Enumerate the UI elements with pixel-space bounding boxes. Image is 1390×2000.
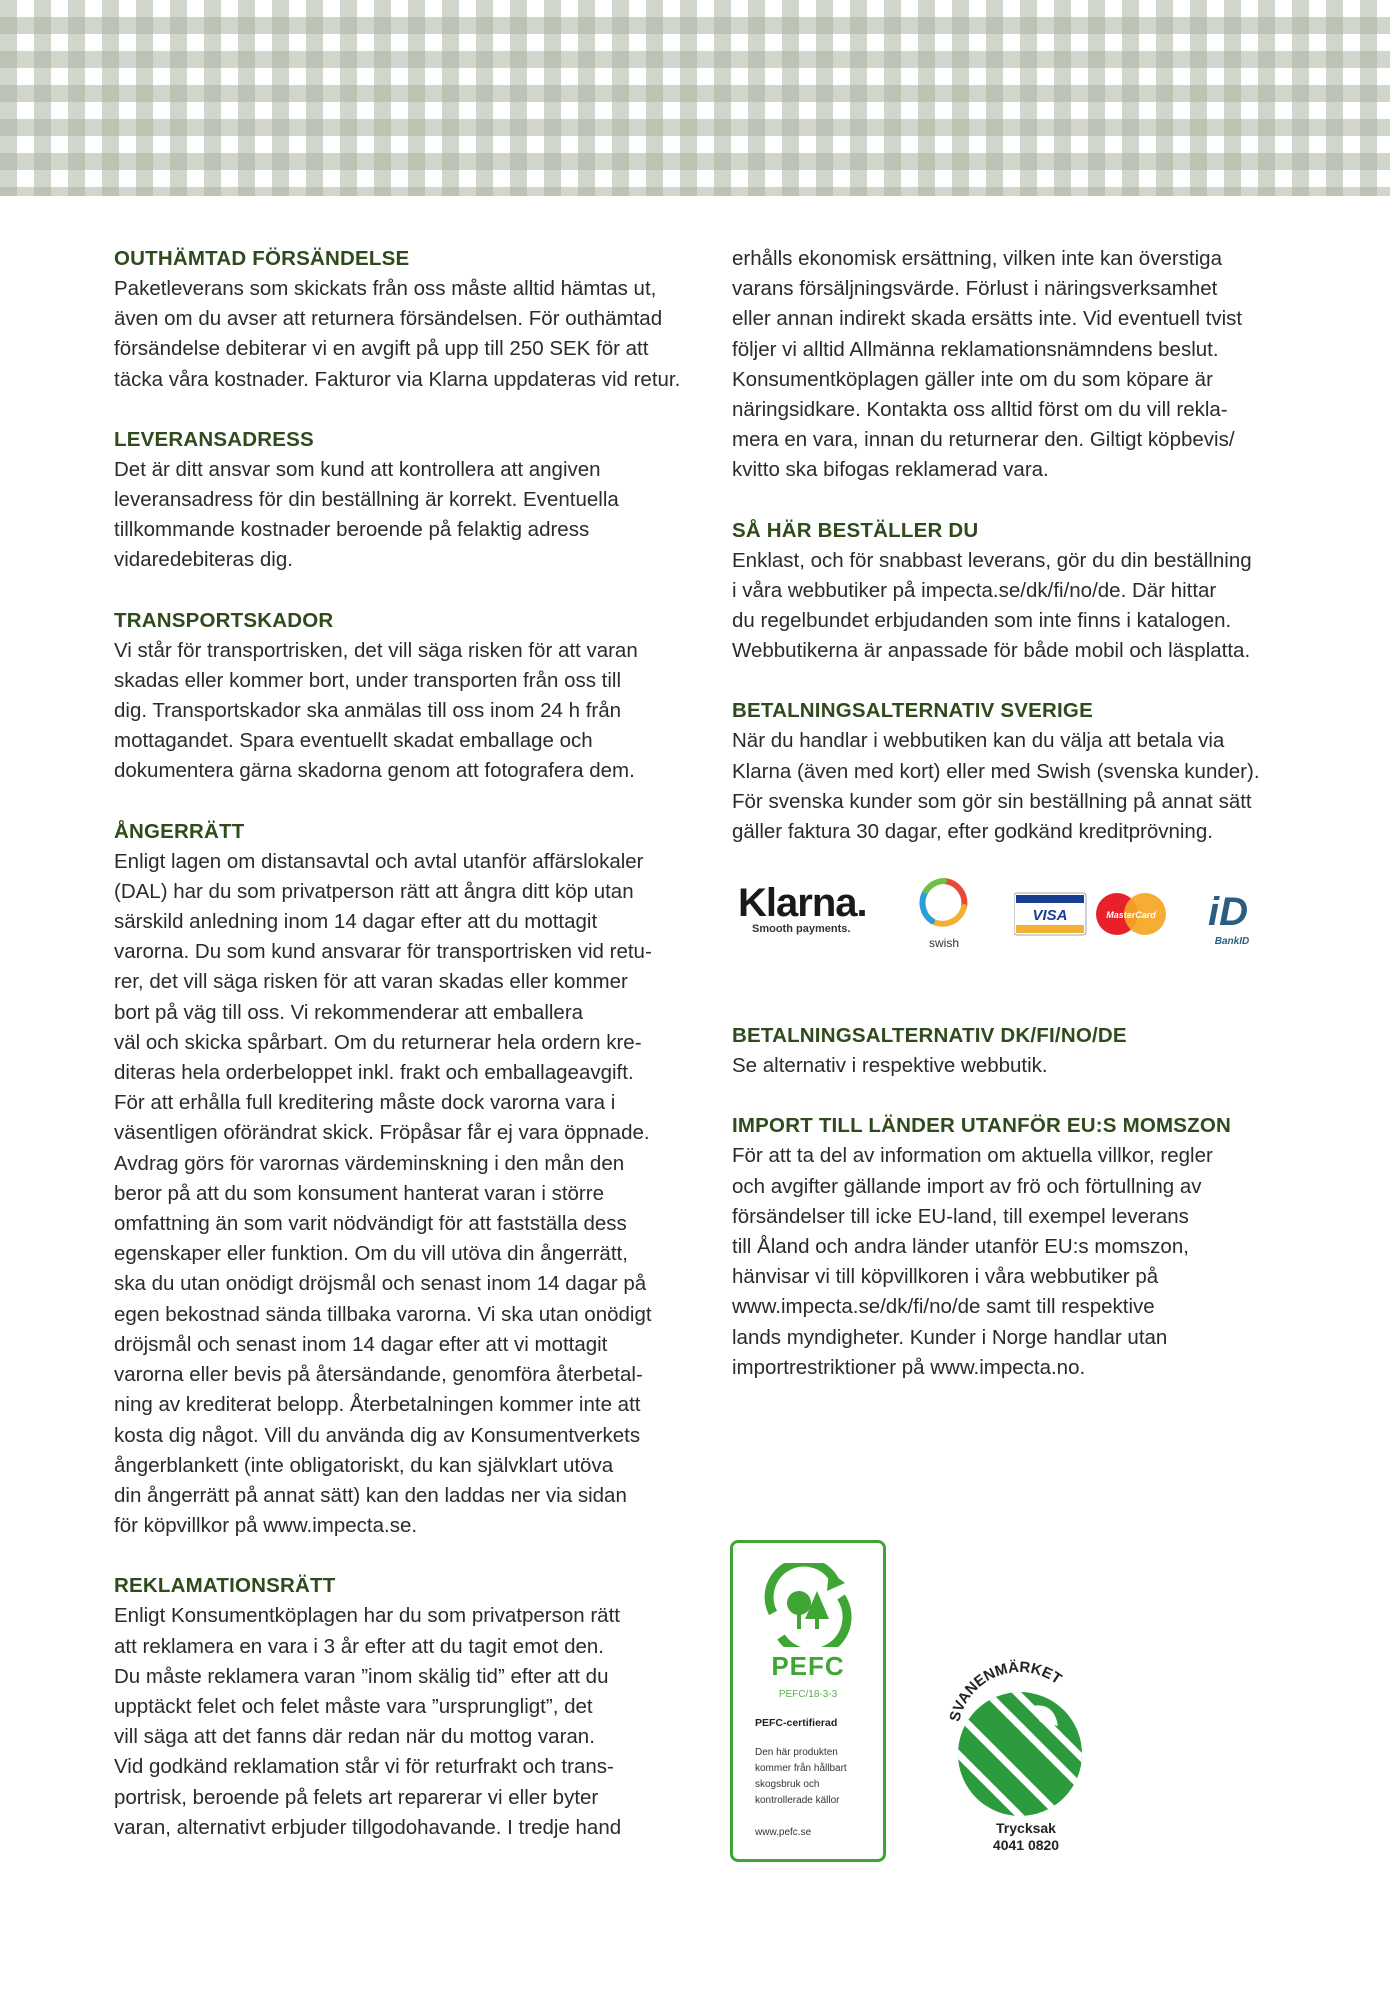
pefc-tree-icon bbox=[759, 1563, 855, 1647]
body-line: dröjsmål och senast inom 14 dagar efter att vi mottagit bbox=[114, 1332, 608, 1356]
body-line: Vid godkänd reklamation står vi för returfrakt och trans- bbox=[114, 1755, 614, 1779]
body-line: portrisk, beroende på felets art reparerar vi eller byter bbox=[114, 1785, 599, 1809]
body-line: varorna. Du som kund ansvarar för transportrisken vid retu- bbox=[114, 940, 652, 964]
text-section bbox=[114, 244, 714, 395]
swish-logo bbox=[918, 877, 970, 950]
body-line: lands myndigheter. Kunder i Norge handlar utan bbox=[732, 1325, 1168, 1349]
body-line: skadas eller kommer bort, under transporten från oss till bbox=[114, 668, 622, 692]
payment-logos bbox=[732, 877, 1312, 973]
pefc-description-line: kontrollerade källor bbox=[755, 1795, 840, 1806]
body-line: tillkommande kostnader beroende på felaktig adress bbox=[114, 518, 590, 542]
pefc-url: www.pefc.se bbox=[755, 1827, 812, 1838]
mastercard-text: MasterCard bbox=[1106, 910, 1156, 921]
svanen-license-number: 4041 0820 bbox=[992, 1837, 1060, 1853]
section-body bbox=[114, 1601, 714, 1843]
section-body bbox=[114, 636, 714, 787]
body-line: importrestriktioner på www.impecta.no. bbox=[732, 1355, 1086, 1379]
body-line: Det är ditt ansvar som kund att kontrollera att angiven bbox=[114, 457, 601, 481]
body-line: www.impecta.se/dk/fi/no/de samt till respektive bbox=[732, 1295, 1155, 1319]
text-section bbox=[732, 244, 1312, 486]
visa-text: VISA bbox=[1032, 907, 1068, 925]
body-line: till Åland och andra länder utanför EU:s momszon, bbox=[732, 1235, 1189, 1259]
section-heading: SÅ HÄR BESTÄLLER DU bbox=[732, 518, 979, 542]
visa-mastercard-logos bbox=[1014, 889, 1174, 939]
section-heading: BETALNINGSALTERNATIV DK/FI/NO/DE bbox=[732, 1024, 1127, 1048]
svanen-arc-text: SVANENMÄRKET bbox=[946, 1658, 1065, 1724]
bankid-logo bbox=[1204, 887, 1260, 947]
pefc-description-line: kommer från hållbart bbox=[755, 1763, 847, 1774]
body-line: följer vi alltid Allmänna reklamationsnämndens beslut. bbox=[732, 337, 1219, 361]
pefc-description-line: skogsbruk och bbox=[755, 1779, 820, 1790]
text-section bbox=[732, 1111, 1312, 1383]
bankid-icon bbox=[1204, 887, 1260, 931]
text-section bbox=[114, 425, 714, 576]
body-line: dig. Transportskador ska anmälas till oss inom 24 h från bbox=[114, 699, 622, 723]
section-body bbox=[732, 1141, 1312, 1383]
body-line: eller annan indirekt skada ersätts inte. Vid eventuell tvist bbox=[732, 307, 1243, 331]
body-line: din ångerrätt på annat sätt) kan den laddas ner via sidan bbox=[114, 1483, 627, 1507]
swan-ecolabel-icon bbox=[936, 1642, 1096, 1818]
body-line: Enligt Konsumentköplagen har du som privatperson rätt bbox=[114, 1604, 620, 1628]
section-heading: LEVERANSADRESS bbox=[114, 427, 314, 451]
body-line: ning av krediterat belopp. Återbetalningen kommer inte att bbox=[114, 1393, 641, 1417]
body-line: För att erhålla full kreditering måste dock varorna vara i bbox=[114, 1091, 616, 1115]
body-line: i våra webbutiker på impecta.se/dk/fi/no/de. Där hittar bbox=[732, 578, 1217, 602]
body-line: att reklamera en vara i 3 år efter att du tagit emot den. bbox=[114, 1634, 604, 1658]
body-line: försändelse debiterar vi en avgift på upp till 250 SEK för att bbox=[114, 337, 649, 361]
right-column bbox=[732, 244, 1312, 1413]
body-line: du regelbundet erbjudanden som inte finns i katalogen. bbox=[732, 609, 1232, 633]
body-line: ska du utan onödigt dröjsmål och senast inom 14 dagar på bbox=[114, 1272, 647, 1296]
body-line: (DAL) har du som privatperson rätt att ångra ditt köp utan bbox=[114, 879, 634, 903]
body-line: varan, alternativt erbjuder tillgodohavande. I tredje hand bbox=[114, 1815, 622, 1839]
body-line: väl och skicka spårbart. Om du returnerar hela ordern kre- bbox=[114, 1030, 642, 1054]
body-line: varans försäljningsvärde. Förlust i näringsverksamhet bbox=[732, 277, 1218, 301]
section-body bbox=[114, 274, 714, 395]
svanen-label-line1: Trycksak bbox=[996, 1820, 1056, 1836]
text-section bbox=[114, 1571, 714, 1843]
body-line: beror på att du som konsument hanterat varan i större bbox=[114, 1181, 604, 1205]
section-body bbox=[732, 726, 1312, 847]
pefc-description-line: Den här produkten bbox=[755, 1747, 838, 1758]
swish-text: swish bbox=[928, 936, 959, 951]
body-line: För svenska kunder som gör sin beställning på annat sätt bbox=[732, 789, 1252, 813]
body-line: omfattning än som varit nödvändigt för att fastställa dess bbox=[114, 1212, 627, 1236]
svanen-label bbox=[976, 1820, 1076, 1854]
body-line: varorna eller bevis på återsändande, genomföra återbetal- bbox=[114, 1363, 643, 1387]
svg-text:iD: iD bbox=[1208, 890, 1248, 932]
pefc-certified-text: PEFC-certifierad bbox=[755, 1717, 838, 1729]
section-heading: OUTHÄMTAD FÖRSÄNDELSE bbox=[114, 247, 410, 270]
bankid-text: BankID bbox=[1214, 936, 1250, 948]
section-heading: TRANSPORTSKADOR bbox=[114, 608, 334, 632]
body-line: upptäckt felet och felet måste vara ”ursprungligt”, det bbox=[114, 1694, 593, 1718]
section-heading: ÅNGERRÄTT bbox=[114, 819, 245, 843]
svanen-ecolabel bbox=[936, 1642, 1086, 1853]
body-line: täcka våra kostnader. Fakturor via Klarna uppdateras vid retur. bbox=[114, 367, 681, 391]
body-line: näringsidkare. Kontakta oss alltid först om du vill rekla- bbox=[732, 398, 1228, 422]
body-line: Klarna (även med kort) eller med Swish (svenska kunder). bbox=[732, 759, 1260, 783]
body-line: Avdrag görs för varornas värdeminskning i den mån den bbox=[114, 1151, 625, 1175]
text-section bbox=[732, 1021, 1312, 1081]
text-section bbox=[732, 516, 1312, 667]
body-line: kosta dig något. Vill du använda dig av Konsumentverkets bbox=[114, 1423, 641, 1447]
body-line: gäller faktura 30 dagar, efter godkänd kreditprövning. bbox=[732, 820, 1213, 844]
body-line: mera en vara, innan du returnerar den. Giltigt köpbevis/ bbox=[732, 428, 1235, 452]
text-section bbox=[732, 696, 1312, 847]
body-line: hänvisar vi till köpvillkoren i våra webbutiker på bbox=[732, 1265, 1159, 1289]
body-line: diteras hela orderbeloppet inkl. frakt och emballageavgift. bbox=[114, 1061, 634, 1085]
body-line: Webbutikerna är anpassade för både mobil och läsplatta. bbox=[732, 639, 1251, 663]
body-line: Paketleverans som skickats från oss måste alltid hämtas ut, bbox=[114, 277, 657, 300]
body-line: särskild anledning inom 14 dagar efter att du mottagit bbox=[114, 910, 598, 934]
body-line: När du handlar i webbutiken kan du välja att betala via bbox=[732, 729, 1225, 753]
section-body bbox=[732, 1051, 1312, 1081]
body-line: erhålls ekonomisk ersättning, vilken inte kan överstiga bbox=[732, 247, 1222, 270]
klarna-tagline: Smooth payments. bbox=[752, 923, 851, 936]
body-line: och avgifter gällande import av frö och förtullning av bbox=[732, 1174, 1202, 1198]
gingham-header-pattern bbox=[0, 0, 1390, 196]
section-body bbox=[732, 244, 1312, 486]
body-line: Vi står för transportrisken, det vill säga risken för att varan bbox=[114, 638, 638, 662]
swish-icon bbox=[918, 877, 970, 929]
section-heading: REKLAMATIONSRÄTT bbox=[114, 1574, 336, 1598]
klarna-wordmark: Klarna. bbox=[738, 881, 867, 926]
klarna-logo bbox=[738, 883, 867, 935]
pefc-code: PEFC/18-3-3 bbox=[778, 1689, 838, 1700]
section-body bbox=[114, 847, 714, 1542]
body-line: kvitto ska bifogas reklamerad vara. bbox=[732, 458, 1049, 482]
body-line: ångerblankett (inte obligatoriskt, du kan självklart utöva bbox=[114, 1453, 614, 1477]
body-line: även om du avser att returnera försändelsen. För outhämtad bbox=[114, 307, 663, 331]
body-line: Se alternativ i respektive webbutik. bbox=[732, 1054, 1048, 1078]
pefc-name: PEFC bbox=[771, 1651, 845, 1681]
body-line: bort på väg till oss. Vi rekommenderar att emballera bbox=[114, 1000, 584, 1024]
pefc-description bbox=[755, 1745, 865, 1809]
section-heading: BETALNINGSALTERNATIV SVERIGE bbox=[732, 699, 1093, 723]
section-heading: IMPORT TILL LÄNDER UTANFÖR EU:S MOMSZON bbox=[732, 1114, 1232, 1138]
body-line: För att ta del av information om aktuella villkor, regler bbox=[732, 1144, 1213, 1168]
body-line: dokumentera gärna skadorna genom att fotografera dem. bbox=[114, 759, 635, 783]
body-line: försändelser till icke EU-land, till exempel leverans bbox=[732, 1204, 1189, 1228]
section-body bbox=[114, 455, 714, 576]
text-section bbox=[114, 606, 714, 787]
body-line: leveransadress för din beställning är korrekt. Eventuella bbox=[114, 488, 619, 512]
body-line: rer, det vill säga risken för att varan skadas eller kommer bbox=[114, 970, 628, 994]
body-line: egen bekostnad sända tillbaka varorna. Vi ska utan onödigt bbox=[114, 1302, 652, 1326]
left-column bbox=[114, 244, 714, 1873]
body-line: egenskaper eller funktion. Om du vill utöva din ångerrätt, bbox=[114, 1242, 628, 1266]
text-section bbox=[114, 817, 714, 1542]
body-line: Konsumentköplagen gäller inte om du som köpare är bbox=[732, 367, 1213, 391]
section-body bbox=[732, 546, 1312, 667]
body-line: för köpvillkor på www.impecta.se. bbox=[114, 1514, 418, 1538]
body-line: vidaredebiteras dig. bbox=[114, 548, 293, 572]
pefc-certification-badge bbox=[730, 1540, 886, 1862]
body-line: mottagandet. Spara eventuellt skadat emballage och bbox=[114, 729, 593, 753]
body-line: vill säga att det fanns där redan när du mottog varan. bbox=[114, 1725, 595, 1749]
body-line: Enligt lagen om distansavtal och avtal utanför affärslokaler bbox=[114, 849, 644, 873]
body-line: Du måste reklamera varan ”inom skälig tid” efter att du bbox=[114, 1664, 609, 1688]
body-line: väsentligen oförändrat skick. Fröpåsar får ej vara öppnade. bbox=[114, 1121, 650, 1145]
body-line: Enklast, och för snabbast leverans, gör du din beställning bbox=[732, 548, 1252, 572]
